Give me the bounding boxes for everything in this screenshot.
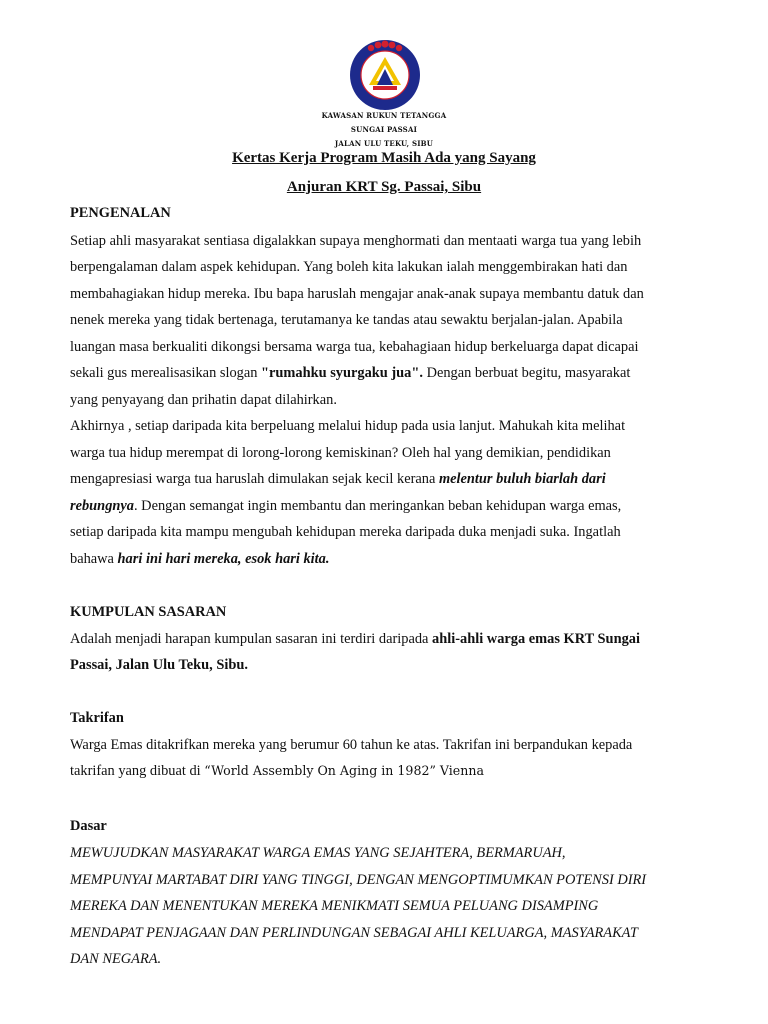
paragraph-line: setiap daripada kita mampu mengubah kehidupan mereka daripada duka menjadi suka. Ingatlah: [70, 524, 621, 540]
krt-logo: [349, 39, 421, 111]
reference-text: “World Assembly On Aging in 1982” Vienna: [204, 763, 484, 778]
paragraph-line: yang penyayang dan prihatin dapat dilahirkan.: [70, 392, 337, 408]
text-run: Dengan berbuat begitu, masyarakat: [422, 365, 631, 381]
org-name-line-2: SUNGAI PASSAI: [350, 125, 418, 134]
paragraph-line: Setiap ahli masyarakat sentiasa digalakkan supaya menghormati dan mentaati warga tua yang lebih: [70, 233, 642, 249]
section-heading-dasar: Dasar: [70, 818, 107, 834]
paragraph-line: membahagiakan hidup mereka. Ibu bapa haruslah mengajar anak-anak supaya membantu datuk dan: [70, 286, 644, 302]
text-run: . Dengan semangat ingin membantu dan meringankan beban kehidupan warga emas,: [133, 498, 622, 514]
quote-text: hari ini hari mereka, esok hari kita.: [117, 551, 330, 567]
paragraph-line: berpengalaman dalam aspek kehidupan. Yang boleh kita lakukan ialah menggembirakan hati dan: [70, 259, 628, 275]
section-heading-takrifan: Takrifan: [70, 710, 124, 726]
policy-line: MEREKA DAN MENENTUKAN MEREKA MENIKMATI SEMUA PELUANG DISAMPING: [70, 898, 599, 914]
text-run: takrifan yang dibuat di: [70, 763, 205, 779]
text-run: bahawa: [70, 551, 118, 567]
text-run: mengapresiasi warga tua haruslah dimulakan sejak kecil kerana: [70, 471, 439, 487]
paragraph-line: [70, 498, 621, 515]
policy-line: MEWUJUDKAN MASYARAKAT WARGA EMAS YANG SEJAHTERA, BERMARUAH,: [70, 845, 566, 861]
section-heading-pengenalan: PENGENALAN: [70, 205, 171, 221]
paragraph-line: [70, 365, 630, 382]
paragraph-line: [70, 471, 606, 488]
proverb-text: melentur buluh biarlah dari: [438, 471, 606, 487]
text-run: Adalah menjadi harapan kumpulan sasaran ini terdiri daripada: [70, 631, 433, 647]
target-group-text: ahli-ahli warga emas KRT Sungai: [432, 631, 640, 647]
text-run: sekali gus merealisasikan slogan: [70, 365, 262, 381]
slogan-text: "rumahku syurgaku jua".: [261, 365, 423, 381]
policy-line: MENDAPAT PENJAGAAN DAN PERLINDUNGAN SEBAGAI AHLI KELUARGA, MASYARAKAT: [70, 925, 638, 941]
org-name-line-3: JALAN ULU TEKU, SIBU: [334, 139, 434, 148]
document-title: Kertas Kerja Program Masih Ada yang Sayang: [232, 150, 536, 166]
paragraph-line: [70, 551, 329, 568]
paragraph-line: nenek mereka yang tidak bertenaga, terutamanya ke tandas atau sewaktu berjalan-jalan. Apabila: [70, 312, 623, 328]
paragraph-line: Warga Emas ditakrifkan mereka yang berumur 60 tahun ke atas. Takrifan ini berpandukan kepada: [70, 737, 633, 753]
paragraph-line: Passai, Jalan Ulu Teku, Sibu.: [70, 657, 248, 673]
org-name-line-1: KAWASAN RUKUN TETANGGA: [321, 111, 447, 120]
policy-line: MEMPUNYAI MARTABAT DIRI YANG TINGGI, DENGAN MENGOPTIMUMKAN POTENSI DIRI: [70, 872, 647, 888]
paragraph-line: [70, 763, 484, 780]
document-subtitle: Anjuran KRT Sg. Passai, Sibu: [286, 179, 482, 195]
policy-line: DAN NEGARA.: [70, 951, 162, 967]
paragraph-line: Akhirnya , setiap daripada kita berpeluang melalui hidup pada usia lanjut. Mahukah kita melihat: [70, 418, 626, 434]
section-heading-kumpulan-sasaran: KUMPULAN SASARAN: [70, 604, 227, 620]
paragraph-line: luangan masa berkualiti dikongsi bersama warga tua, kebahagiaan hidup berkeluarga dapat dicapai: [70, 339, 639, 355]
paragraph-line: [70, 631, 640, 648]
paragraph-line: warga tua hidup merempat di lorong-lorong kemiskinan? Oleh hal yang demikian, pendidikan: [70, 445, 611, 461]
proverb-text: rebungnya: [70, 498, 134, 514]
